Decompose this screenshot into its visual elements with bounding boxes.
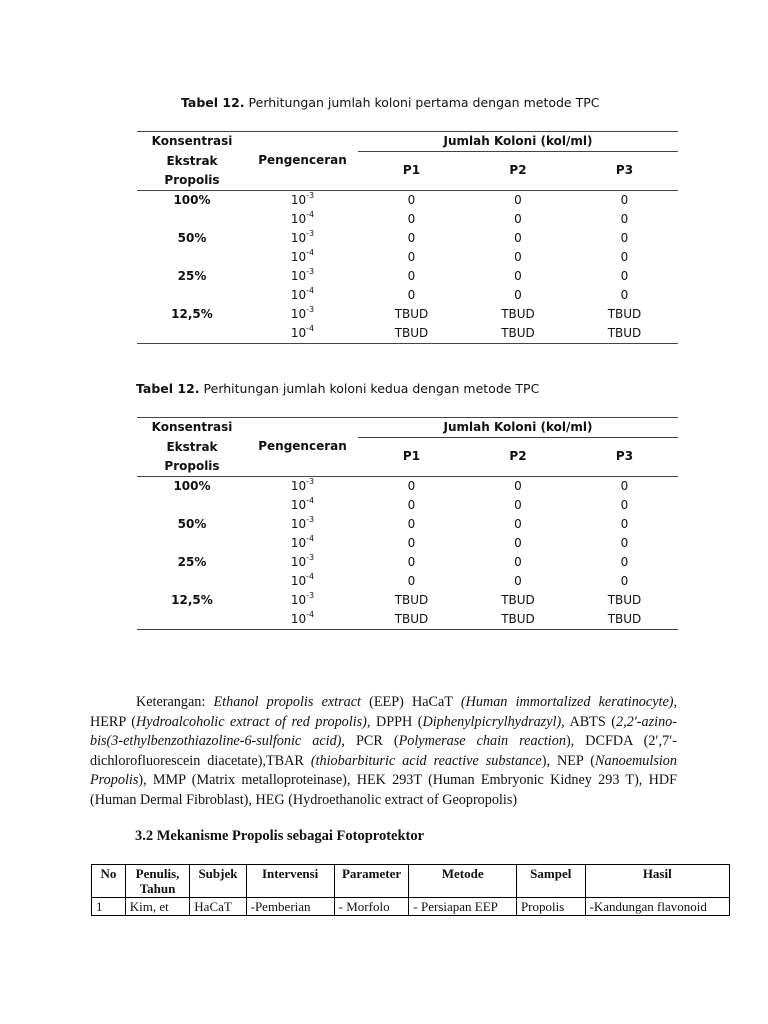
table2-body (137, 476, 678, 629)
p3-cell: TBUD (607, 325, 642, 340)
review-cell: -Kandungan flavonoid (585, 898, 729, 916)
p2-cell: 0 (514, 249, 522, 264)
dilution-base: 10 (290, 554, 307, 569)
p2-cell: 0 (514, 516, 522, 531)
konsentrasi-cell: 50% (177, 230, 207, 245)
keterangan-segment: HERP ( (90, 713, 136, 730)
dilution-base: 10 (290, 478, 307, 493)
p2-cell: 0 (514, 230, 522, 245)
dilution-base: 10 (290, 211, 307, 226)
table-row (137, 572, 678, 591)
p2-cell: TBUD (501, 325, 535, 340)
review-cell: 1 (92, 898, 126, 916)
p1-cell: TBUD (394, 592, 429, 607)
table-row (137, 210, 678, 229)
pengenceran-cell (247, 267, 358, 286)
dilution-base: 10 (290, 497, 307, 512)
header-konsentrasi-1: Konsentrasi (151, 134, 233, 149)
keterangan-segment: ABTS ( (564, 713, 616, 730)
review-cell: Kim, et (125, 898, 190, 916)
p2-cell: 0 (514, 573, 522, 588)
dilution-exponent: -4 (306, 533, 315, 543)
table1 (137, 131, 678, 344)
review-header-cell: Penulis, Tahun (125, 865, 190, 898)
keterangan-segment: (EEP) HaCaT (360, 694, 461, 710)
p3-cell: 0 (620, 249, 629, 264)
konsentrasi-cell (137, 286, 247, 305)
dilution-base: 10 (290, 287, 307, 302)
table-row (137, 267, 678, 286)
header-konsentrasi-2: Ekstrak (166, 153, 218, 168)
review-header-cell: Sampel (516, 865, 585, 898)
pengenceran-cell (247, 553, 358, 572)
review-table (91, 864, 730, 916)
keterangan-segment: Polymerase chain reaction (398, 733, 566, 749)
p3-cell: 0 (620, 268, 629, 283)
keterangan-segment: (Human immortalized keratinocyte), (460, 694, 678, 710)
pengenceran-cell (247, 286, 358, 305)
review-header-cell: Intervensi (246, 865, 334, 898)
dilution-exponent: -3 (306, 228, 315, 238)
p1-cell: 0 (407, 497, 416, 512)
dilution-base: 10 (290, 573, 307, 588)
table-row (137, 553, 678, 572)
p1-cell: TBUD (394, 325, 429, 340)
dilution-exponent: -3 (306, 266, 315, 276)
konsentrasi-cell: 12,5% (171, 592, 213, 607)
review-header-cell: Hasil (585, 865, 729, 898)
dilution-exponent: -4 (306, 285, 315, 295)
pengenceran-cell (247, 248, 358, 267)
keterangan-segment: Ethanol propolis extract (213, 694, 361, 710)
dilution-exponent: -3 (306, 190, 315, 200)
review-header-cell: Metode (409, 865, 517, 898)
keterangan-segment: DPPH ( (370, 713, 423, 730)
konsentrasi-cell (137, 210, 247, 229)
dilution-exponent: -4 (306, 209, 315, 219)
table-row (137, 229, 678, 248)
dilution-base: 10 (290, 592, 307, 607)
dilution-exponent: -4 (306, 323, 315, 333)
p1-cell: 0 (407, 287, 416, 302)
table-row (137, 286, 678, 305)
header-jumlah-koloni: Jumlah Koloni (kol/ml) (358, 418, 678, 438)
p1-cell: 0 (407, 249, 416, 264)
dilution-exponent: -3 (306, 304, 315, 314)
keterangan-segment: ), NEP ( (541, 752, 596, 769)
keterangan-segment: Hydroalcoholic extract of red propolis), (135, 713, 371, 730)
table1-body (137, 190, 678, 343)
p2-cell: 0 (514, 554, 522, 569)
p1-cell: 0 (407, 268, 416, 283)
review-cell: Propolis (516, 898, 585, 916)
p2-cell: TBUD (501, 592, 535, 607)
dilution-exponent: -3 (306, 514, 315, 524)
p3-cell: TBUD (607, 592, 642, 607)
p2-cell: 0 (514, 535, 522, 550)
review-cell: - Persiapan EEP (409, 898, 517, 916)
p1-cell: 0 (407, 230, 416, 245)
p3-cell: 0 (620, 554, 629, 569)
review-header-cell: Subjek (190, 865, 246, 898)
p1-cell: 0 (407, 211, 416, 226)
p2-cell: 0 (514, 287, 522, 302)
konsentrasi-cell (137, 324, 247, 344)
keterangan-segment: (thiobarbituric acid reactive substance (310, 752, 542, 769)
p3-cell: 0 (620, 573, 629, 588)
pengenceran-cell (247, 229, 358, 248)
p3-cell: 0 (620, 211, 629, 226)
review-cell: - Morfolo (334, 898, 409, 916)
header-konsentrasi-2: Ekstrak (166, 439, 218, 454)
p3-cell: 0 (620, 497, 629, 512)
review-header-cell: Parameter (334, 865, 409, 898)
dilution-exponent: -4 (306, 609, 315, 619)
header-p3: P3 (571, 438, 678, 477)
p1-cell: 0 (407, 535, 416, 550)
p3-cell: TBUD (607, 611, 642, 626)
dilution-base: 10 (290, 611, 307, 626)
header-p1: P1 (358, 438, 465, 477)
dilution-base: 10 (290, 230, 307, 245)
p1-cell: 0 (407, 554, 416, 569)
p2-cell: 0 (514, 478, 522, 493)
table1-caption: Tabel 12. Perhitungan jumlah koloni pertama dengan metode TPC (181, 95, 600, 110)
konsentrasi-cell: 25% (177, 268, 207, 283)
p3-cell: 0 (620, 478, 629, 493)
dilution-base: 10 (290, 268, 307, 283)
p2-cell: 0 (514, 497, 522, 512)
review-table-row (92, 898, 730, 916)
table2 (137, 417, 678, 630)
konsentrasi-cell: 25% (177, 554, 207, 569)
pengenceran-cell (247, 210, 358, 229)
konsentrasi-cell: 100% (173, 192, 211, 207)
table2-caption: Tabel 12. Perhitungan jumlah koloni kedua dengan metode TPC (136, 381, 540, 396)
konsentrasi-cell (137, 572, 247, 591)
konsentrasi-cell (137, 248, 247, 267)
dilution-exponent: -3 (306, 552, 315, 562)
header-konsentrasi-3: Propolis (164, 458, 220, 473)
table-row (137, 591, 678, 610)
p2-cell: TBUD (501, 611, 535, 626)
dilution-base: 10 (290, 325, 307, 340)
review-cell: HaCaT (190, 898, 246, 916)
pengenceran-cell (247, 476, 358, 496)
table-row (137, 496, 678, 515)
p3-cell: 0 (620, 230, 629, 245)
dilution-exponent: -4 (306, 571, 315, 581)
dilution-base: 10 (290, 535, 307, 550)
keterangan-segment: Diphenylpicrylhydrazyl), (422, 713, 565, 730)
p3-cell: 0 (620, 287, 629, 302)
review-table-header (92, 865, 730, 898)
table-row (137, 305, 678, 324)
konsentrasi-cell (137, 534, 247, 553)
p3-cell: 0 (620, 535, 629, 550)
table-row (137, 610, 678, 630)
dilution-base: 10 (290, 516, 307, 531)
review-cell: -Pemberian (246, 898, 334, 916)
konsentrasi-cell (137, 610, 247, 630)
pengenceran-cell (247, 190, 358, 210)
review-header-cell: No (92, 865, 126, 898)
dilution-exponent: -4 (306, 495, 315, 505)
p2-cell: TBUD (501, 306, 535, 321)
header-konsentrasi-3: Propolis (164, 172, 220, 187)
keterangan-segment: Nanoemulsion Propolis (90, 752, 677, 788)
p1-cell: 0 (407, 192, 416, 207)
keterangan-segment: PCR ( (344, 733, 399, 749)
keterangan-segment: 2,2′-azino-bis(3-ethylbenzothiazoline-6-sulfonic acid), (90, 713, 677, 749)
table-row (137, 515, 678, 534)
p2-cell: 0 (514, 268, 522, 283)
table-row (137, 190, 678, 210)
keterangan-segment: ), DCFDA (2′,7′-dichlorofluorescein diacetate),TBAR (90, 733, 677, 769)
p1-cell: 0 (407, 478, 416, 493)
pengenceran-cell (247, 305, 358, 324)
dilution-base: 10 (290, 306, 307, 321)
keterangan-segment: Keterangan: (136, 694, 214, 710)
dilution-base: 10 (290, 192, 307, 207)
header-jumlah-koloni: Jumlah Koloni (kol/ml) (358, 132, 678, 152)
konsentrasi-cell (137, 496, 247, 515)
dilution-exponent: -3 (306, 476, 315, 486)
table-row (137, 534, 678, 553)
pengenceran-cell (247, 572, 358, 591)
table-row (137, 324, 678, 344)
dilution-exponent: -3 (306, 590, 315, 600)
pengenceran-cell (247, 324, 358, 344)
konsentrasi-cell: 12,5% (171, 306, 213, 321)
pengenceran-cell (247, 515, 358, 534)
p1-cell: 0 (407, 573, 416, 588)
header-p1: P1 (358, 152, 465, 191)
dilution-base: 10 (290, 249, 307, 264)
section-heading: 3.2 Mekanisme Propolis sebagai Fotoprotektor (135, 828, 425, 844)
p1-cell: TBUD (394, 611, 429, 626)
konsentrasi-cell: 100% (173, 478, 211, 493)
table-row (137, 476, 678, 496)
konsentrasi-cell: 50% (177, 516, 207, 531)
p2-cell: 0 (514, 192, 522, 207)
keterangan-segment: ), MMP (Matrix metalloproteinase), HEK 293T (Human Embryonic Kidney 293 T), HDF (Human Dermal Fibroblast), HEG (Hydroethanolic extract of Geopropolis) (90, 772, 677, 808)
pengenceran-cell (247, 610, 358, 630)
header-p2: P2 (465, 438, 571, 477)
p2-cell: 0 (514, 211, 522, 226)
header-p3: P3 (571, 152, 678, 191)
dilution-exponent: -4 (306, 247, 315, 257)
header-konsentrasi-1: Konsentrasi (151, 420, 233, 435)
header-p2: P2 (465, 152, 571, 191)
header-pengenceran: Pengenceran (247, 418, 358, 477)
p1-cell: 0 (407, 516, 416, 531)
p1-cell: TBUD (394, 306, 429, 321)
p3-cell: 0 (620, 192, 629, 207)
pengenceran-cell (247, 534, 358, 553)
header-pengenceran: Pengenceran (247, 132, 358, 191)
p3-cell: 0 (620, 516, 629, 531)
keterangan-paragraph (90, 693, 677, 810)
p3-cell: TBUD (607, 306, 642, 321)
pengenceran-cell (247, 496, 358, 515)
table-row (137, 248, 678, 267)
pengenceran-cell (247, 591, 358, 610)
